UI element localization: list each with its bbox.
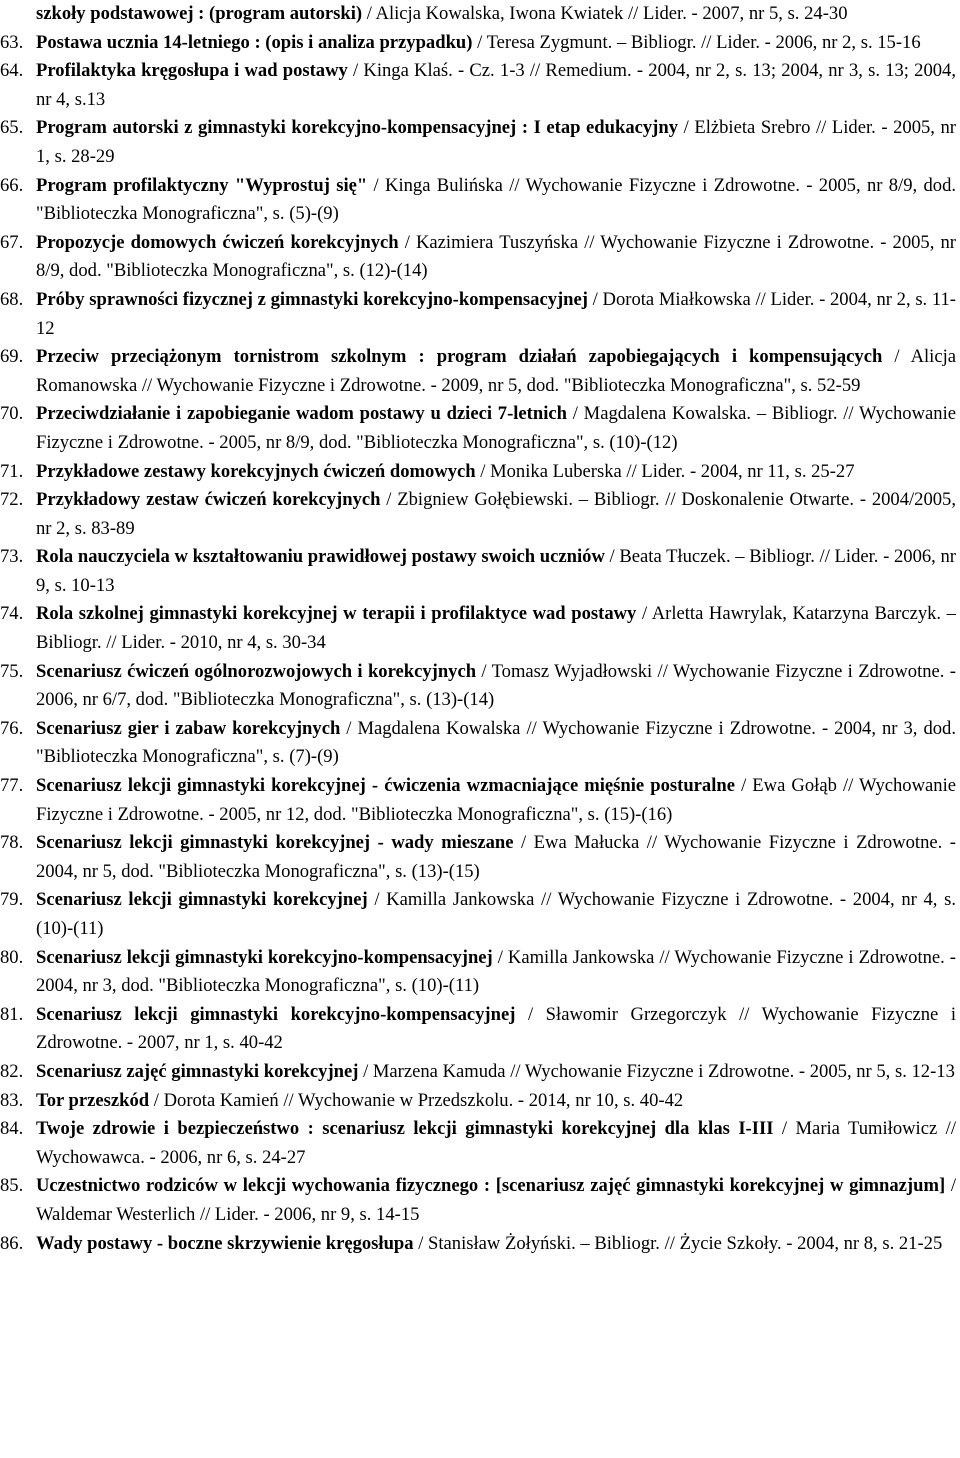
entry-title: Scenariusz lekcji gimnastyki korekcyjnej: [36, 889, 368, 911]
entry-details: / Ewa Małucka // Wychowanie Fizyczne i Zdrowotne. - 2004, nr 5, dod. "Biblioteczka Monograficzna", s. (13)-(15): [36, 832, 956, 882]
bibliography-entry: [0, 1172, 956, 1229]
entry-details: / Stanisław Żołyński. – Bibliogr. // Życie Szkoły. - 2004, nr 8, s. 21-25: [413, 1232, 943, 1254]
entry-details: / Kinga Klaś. - Cz. 1-3 // Remedium. - 2004, nr 2, s. 13; 2004, nr 3, s. 13; 2004, nr 4, s.13: [36, 60, 957, 110]
entry-number: 68.: [0, 288, 24, 310]
entry-details: / Marzena Kamuda // Wychowanie Fizyczne i Zdrowotne. - 2005, nr 5, s. 12-13: [358, 1060, 955, 1082]
entry-title: Wady postawy - boczne skrzywienie kręgosłupa: [36, 1232, 414, 1254]
entry-details: / Zbigniew Gołębiewski. – Bibliogr. // Doskonalenie Otwarte. - 2004/2005, nr 2, s. 83-89: [36, 489, 957, 539]
entry-number: 74.: [0, 603, 24, 625]
bibliography-entry: [0, 1058, 956, 1087]
entry-title: Przeciw przeciążonym tornistrom szkolnym : program działań zapobiegających i kompensujących: [36, 346, 883, 368]
bibliography-entry: [0, 1230, 956, 1259]
entry-details: / Monika Luberska // Lider. - 2004, nr 11, s. 25-27: [475, 460, 855, 482]
entry-title: Uczestnictwo rodziców w lekcji wychowania fizycznego : [scenariusz zajęć gimnastyki korekcyjnej w gimnazjum]: [36, 1175, 946, 1197]
entry-title: Scenariusz ćwiczeń ogólnorozwojowych i korekcyjnych: [36, 660, 477, 682]
bibliography-entry: [0, 772, 956, 829]
entry-number: 65.: [0, 117, 24, 139]
entry-number: 77.: [0, 775, 24, 797]
bibliography-entry: [0, 543, 956, 600]
entry-number: 64.: [0, 60, 24, 82]
entry-title: Przeciwdziałanie i zapobieganie wadom postawy u dzieci 7-letnich: [36, 403, 567, 425]
entry-number: 75.: [0, 660, 24, 682]
entry-title: Scenariusz zajęć gimnastyki korekcyjnej: [36, 1060, 359, 1082]
entry-number: 66.: [0, 174, 24, 196]
entry-title: Program autorski z gimnastyki korekcyjno-kompensacyjnej : I etap edukacyjny: [36, 117, 679, 139]
entry-title: Program profilaktyczny "Wyprostuj się": [36, 174, 368, 196]
entry-details: / Teresa Zygmunt. – Bibliogr. // Lider. - 2006, nr 2, s. 15-16: [472, 31, 921, 53]
entry-details: / Elżbieta Srebro // Lider. - 2005, nr 1, s. 28-29: [36, 117, 957, 167]
bibliography-entry: [0, 57, 956, 114]
entry-details: / Dorota Miałkowska // Lider. - 2004, nr 2, s. 11-12: [36, 288, 956, 339]
entry-title: Profilaktyka kręgosłupa i wad postawy: [36, 60, 348, 82]
bibliography-entry: [0, 1001, 956, 1058]
bibliography-entry: [0, 400, 956, 457]
entry-number: 86.: [0, 1232, 24, 1254]
entry-details: / Ewa Gołąb // Wychowanie Fizyczne i Zdrowotne. - 2005, nr 12, dod. "Biblioteczka Monograficzna", s. (15)-(16): [36, 775, 956, 825]
entry-details: / Kazimiera Tuszyńska // Wychowanie Fizyczne i Zdrowotne. - 2005, nr 8/9, dod. "Biblioteczka Monograficzna", s. (12)-(14): [36, 231, 956, 282]
entry-title: Próby sprawności fizycznej z gimnastyki korekcyjno-kompensacyjnej: [36, 288, 588, 310]
entry-details: / Waldemar Westerlich // Lider. - 2006, nr 9, s. 14-15: [36, 1175, 956, 1225]
entry-details: / Arletta Hawrylak, Katarzyna Barczyk. – Bibliogr. // Lider. - 2010, nr 4, s. 30-34: [36, 603, 956, 654]
entry-number: 69.: [0, 346, 24, 368]
entry-number: 76.: [0, 717, 24, 739]
bibliography-entry: [0, 715, 956, 772]
continued-entry: [0, 0, 956, 29]
entry-title: Tor przeszkód: [36, 1089, 150, 1111]
bibliography-entry: [0, 458, 956, 487]
entry-title: szkoły podstawowej : (program autorski): [36, 3, 363, 24]
entry-list: [0, 29, 956, 1259]
bibliography-entry: [0, 29, 956, 58]
entry-title: Scenariusz gier i zabaw korekcyjnych: [36, 717, 341, 739]
entry-title: Przykładowe zestawy korekcyjnych ćwiczeń domowych: [36, 460, 476, 482]
entry-details: / Beata Tłuczek. – Bibliogr. // Lider. - 2006, nr 9, s. 10-13: [36, 546, 956, 596]
entry-number: 70.: [0, 403, 24, 425]
bibliography-entry: [0, 1115, 956, 1172]
bibliography-entry: [0, 114, 956, 171]
entry-number: 67.: [0, 231, 24, 253]
entry-title: Postawa ucznia 14-letniego : (opis i analiza przypadku): [36, 31, 473, 53]
entry-details: / Maria Tumiłowicz // Wychowawca. - 2006, nr 6, s. 24-27: [36, 1118, 957, 1168]
bibliography-entry: [0, 829, 956, 886]
entry-details: / Alicja Kowalska, Iwona Kwiatek // Lider. - 2007, nr 5, s. 24-30: [362, 3, 848, 24]
entry-title: Scenariusz lekcji gimnastyki korekcyjno-kompensacyjnej: [36, 946, 493, 968]
bibliography-entry: [0, 343, 956, 400]
entry-details: / Kinga Bulińska // Wychowanie Fizyczne i Zdrowotne. - 2005, nr 8/9, dod. "Biblioteczka Monograficzna", s. (5)-(9): [36, 174, 957, 225]
bibliography-entry: [0, 886, 956, 943]
entry-number: 79.: [0, 889, 24, 911]
entry-number: 78.: [0, 832, 24, 854]
bibliography-entry: [0, 486, 956, 543]
entry-number: 83.: [0, 1089, 24, 1111]
entry-details: / Magdalena Kowalska. – Bibliogr. // Wychowanie Fizyczne i Zdrowotne. - 2005, nr 8/9, dod. "Biblioteczka Monograficzna", s. (10)-(12): [36, 403, 956, 453]
entry-title: Propozycje domowych ćwiczeń korekcyjnych: [36, 231, 399, 253]
entry-details: / Magdalena Kowalska // Wychowanie Fizyczne i Zdrowotne. - 2004, nr 3, dod. "Biblioteczka Monograficzna", s. (7)-(9): [36, 717, 956, 768]
entry-number: 72.: [0, 489, 24, 511]
entry-details: / Kamilla Jankowska // Wychowanie Fizyczne i Zdrowotne. - 2004, nr 4, s. (10)-(11): [36, 889, 956, 939]
entry-number: 80.: [0, 946, 24, 968]
entry-number: 81.: [0, 1003, 24, 1025]
entry-number: 71.: [0, 460, 24, 482]
bibliography-entry: [0, 658, 956, 715]
entry-title: Scenariusz lekcji gimnastyki korekcyjnej - wady mieszane: [36, 832, 514, 854]
bibliography-entry: [0, 286, 956, 343]
bibliography-entry: [0, 229, 956, 286]
entry-number: 63.: [0, 31, 24, 53]
entry-number: 82.: [0, 1060, 24, 1082]
entry-title: Przykładowy zestaw ćwiczeń korekcyjnych: [36, 489, 381, 511]
entry-title: Rola nauczyciela w kształtowaniu prawidłowej postawy swoich uczniów: [36, 546, 605, 568]
entry-title: Scenariusz lekcji gimnastyki korekcyjnej - ćwiczenia wzmacniające mięśnie posturalne: [36, 775, 735, 797]
bibliography-entry: [0, 944, 956, 1001]
entry-title: Rola szkolnej gimnastyki korekcyjnej w terapii i profilaktyce wad postawy: [36, 603, 637, 625]
bibliography-entry: [0, 600, 956, 657]
entry-details: / Kamilla Jankowska // Wychowanie Fizyczne i Zdrowotne. - 2004, nr 3, dod. "Biblioteczka Monograficzna", s. (10)-(11): [36, 946, 956, 997]
entry-details: / Tomasz Wyjadłowski // Wychowanie Fizyczne i Zdrowotne. - 2006, nr 6/7, dod. "Biblioteczka Monograficzna", s. (13)-(14): [36, 660, 956, 711]
bibliography-entry: [0, 172, 956, 229]
entry-details: / Sławomir Grzegorczyk // Wychowanie Fizyczne i Zdrowotne. - 2007, nr 1, s. 40-42: [36, 1003, 956, 1054]
entry-number: 73.: [0, 546, 24, 568]
entry-number: 84.: [0, 1118, 24, 1140]
entry-title: Twoje zdrowie i bezpieczeństwo : scenariusz lekcji gimnastyki korekcyjnej dla klas I-III: [36, 1118, 774, 1140]
entry-title: Scenariusz lekcji gimnastyki korekcyjno-kompensacyjnej: [36, 1003, 516, 1025]
entry-details: / Dorota Kamień // Wychowanie w Przedszkolu. - 2014, nr 10, s. 40-42: [149, 1089, 684, 1111]
entry-details: / Alicja Romanowska // Wychowanie Fizyczne i Zdrowotne. - 2009, nr 5, dod. "Biblioteczka Monograficzna", s. 52-59: [36, 346, 956, 396]
entry-number: 85.: [0, 1175, 24, 1197]
bibliography-entry: [0, 1087, 956, 1116]
